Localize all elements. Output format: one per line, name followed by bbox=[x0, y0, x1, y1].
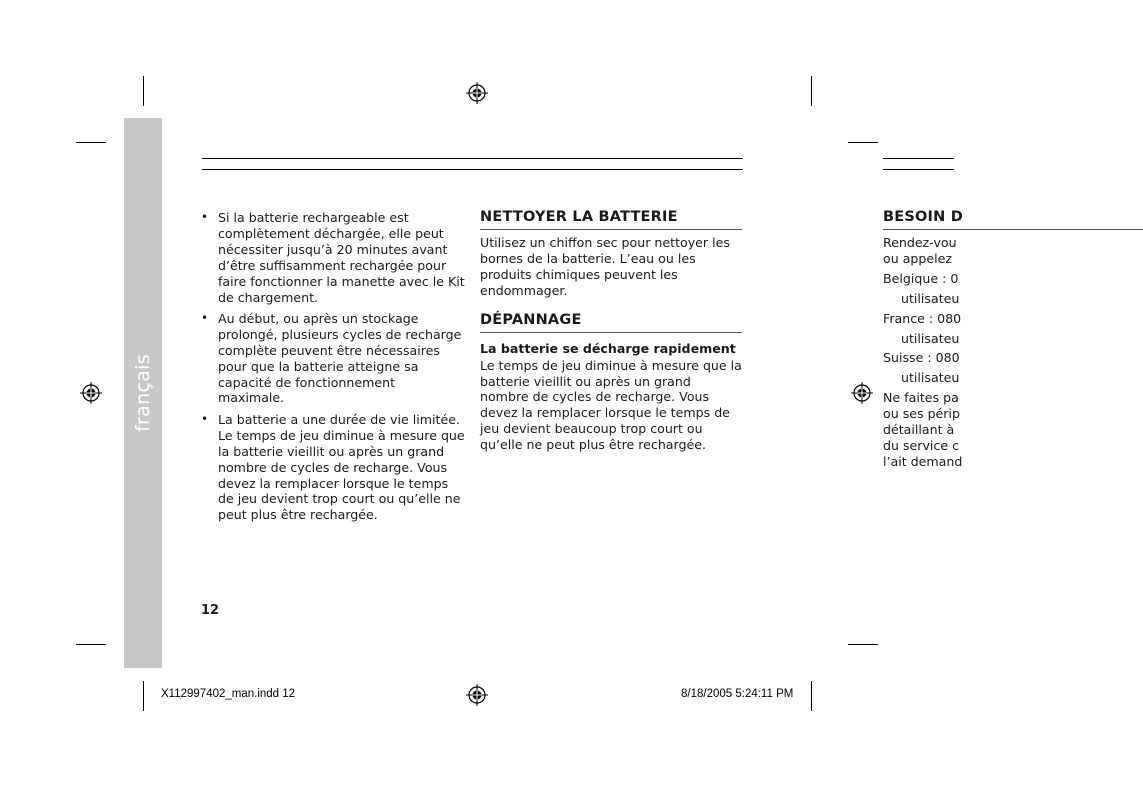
section-body-troubleshooting: Le temps de jeu diminue à mesure que la batterie vieillit ou après un grand nombre de cycles de recharge. Vous devez la remplacer lorsque le temps de jeu devient beaucoup trop court ou qu’elle ne peut plus être rechargée. bbox=[480, 357, 742, 453]
bullet-text: Si la batterie rechargeable est complètement déchargée, elle peut nécessiter jusqu’à 20 minutes avant d’être suffisamment rechargée pour faire fonctionner la manette avec le Kit de chargement. bbox=[218, 210, 465, 305]
right-line: utilisateu bbox=[901, 290, 960, 306]
right-line: Belgique : 0 bbox=[883, 270, 959, 286]
right-line: France : 080 bbox=[883, 310, 962, 326]
footer-timestamp: 8/18/2005 5:24:11 PM bbox=[681, 688, 794, 700]
bullet-icon: • bbox=[201, 310, 209, 325]
sidebar-language-label: français bbox=[132, 354, 154, 432]
middle-column bbox=[480, 208, 742, 453]
right-line: Rendez-vou bbox=[883, 235, 957, 250]
right-line: Ne faites pa bbox=[883, 390, 959, 406]
right-heading: BESOIN D bbox=[883, 208, 1143, 230]
crop-mark bbox=[76, 644, 106, 645]
crop-mark bbox=[143, 76, 144, 106]
right-line: ou ses périp bbox=[883, 406, 960, 422]
registration-mark-icon bbox=[851, 382, 873, 404]
subheading-battery-drain: La batterie se décharge rapidement bbox=[480, 340, 736, 356]
list-item bbox=[200, 412, 465, 523]
header-rule-bottom bbox=[202, 169, 743, 170]
crop-mark bbox=[848, 142, 878, 143]
registration-mark-icon bbox=[466, 82, 488, 104]
bullet-text: La batterie a une durée de vie limitée. Le temps de jeu diminue à mesure que la batterie vieillit ou après un grand nombre de cycles de recharge. Vous devez la remplacer lorsque le temps de jeu devient trop court ou qu’elle ne peut plus être rechargée. bbox=[218, 411, 465, 523]
section-body-cleaning: Utilisez un chiffon sec pour nettoyer les bornes de la batterie. L’eau ou les produits chimiques peuvent les endommager. bbox=[480, 235, 730, 298]
list-item bbox=[200, 210, 465, 305]
right-line: ou appelez bbox=[883, 250, 953, 266]
section-heading-cleaning: NETTOYER LA BATTERIE bbox=[480, 208, 742, 230]
right-line: Suisse : 080 bbox=[883, 350, 960, 366]
list-item bbox=[200, 311, 465, 406]
crop-mark bbox=[848, 644, 878, 645]
bullet-list bbox=[200, 210, 465, 523]
right-column-partial bbox=[883, 0, 963, 787]
bullet-icon: • bbox=[201, 210, 209, 224]
right-line: détaillant à bbox=[883, 422, 955, 438]
crop-mark bbox=[811, 681, 812, 711]
section-heading-troubleshooting: DÉPANNAGE bbox=[480, 311, 742, 333]
right-line: utilisateu bbox=[901, 330, 960, 346]
header-rule-top bbox=[202, 158, 743, 159]
registration-mark-icon bbox=[466, 684, 488, 706]
page-number: 12 bbox=[201, 603, 220, 618]
right-line: du service c bbox=[883, 437, 960, 453]
crop-mark bbox=[811, 76, 812, 106]
bullet-icon: • bbox=[201, 411, 209, 426]
registration-mark-icon bbox=[80, 382, 102, 404]
crop-mark bbox=[76, 142, 106, 143]
right-line: l’ait demand bbox=[883, 453, 963, 469]
left-column bbox=[200, 210, 465, 529]
bullet-text: Au début, ou après un stockage prolongé, plusieurs cycles de recharge complète peuvent être nécessaires pour que la batterie atteigne sa capacité de fonctionnement maximale. bbox=[218, 310, 462, 406]
right-line: utilisateu bbox=[901, 370, 960, 386]
footer-filename: X112997402_man.indd 12 bbox=[161, 688, 296, 700]
crop-mark bbox=[143, 681, 144, 711]
